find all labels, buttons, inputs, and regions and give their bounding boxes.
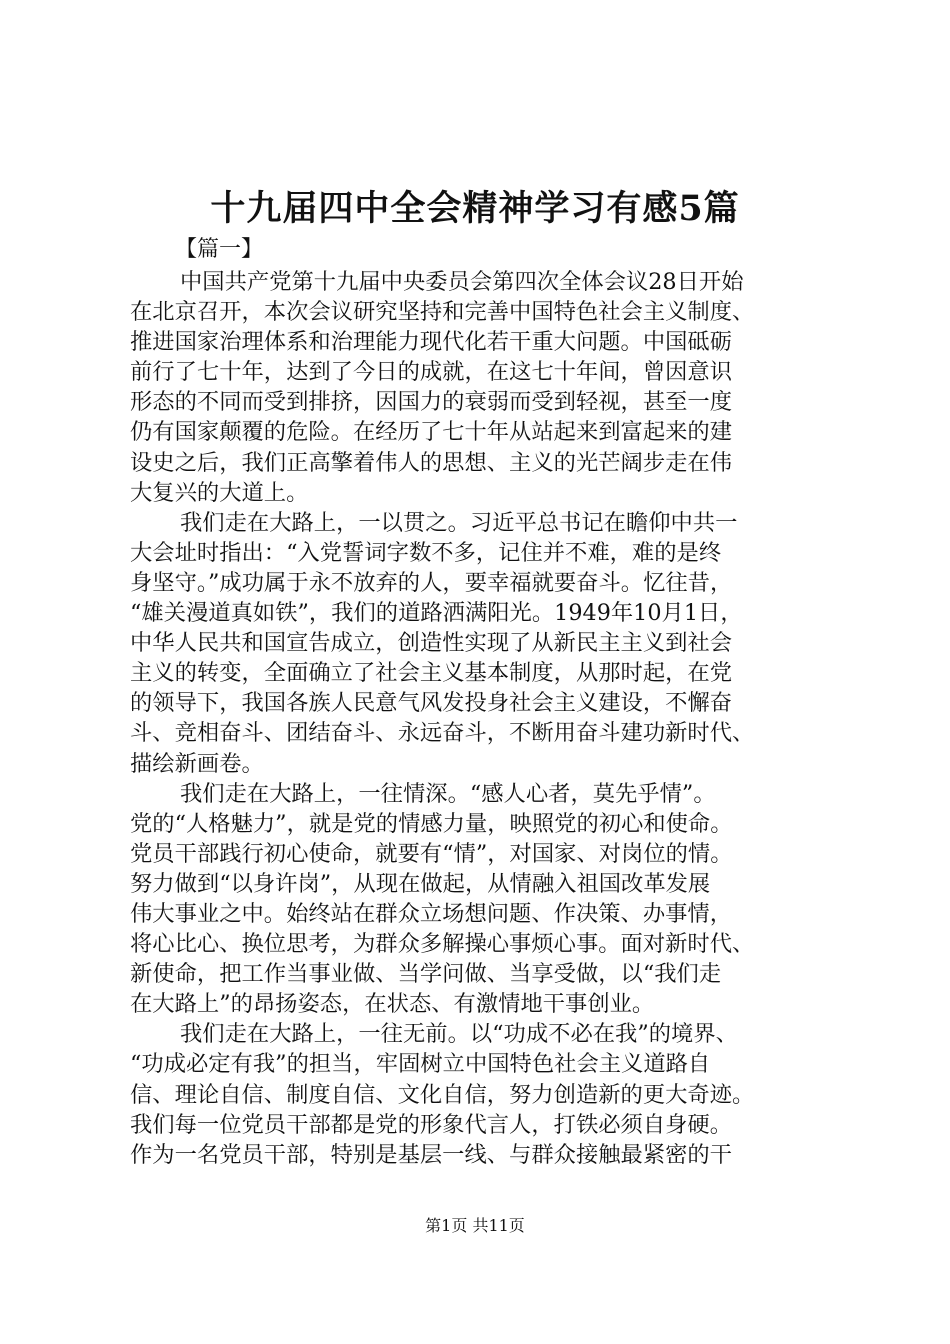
paragraph-line: 形态的不同而受到排挤，因国力的衰弱而受到轻视，甚至一度 [130, 389, 733, 416]
paragraph-line: 党员干部践行初心使命，就要有“情”，对国家、对岗位的情。 [130, 840, 733, 867]
paragraph-line: 伟大事业之中。始终站在群众立场想问题、作决策、办事情， [130, 900, 733, 927]
paragraph-line: 描绘新画卷。 [130, 750, 264, 777]
paragraph-line: 在大路上”的昂扬姿态，在状态、有激情地干事创业。 [130, 991, 655, 1018]
paragraph-line: 信、理论自信、制度自信、文化自信，努力创造新的更大奇迹。 [130, 1081, 755, 1108]
paragraph-line: “功成必定有我”的担当，牢固树立中国特色社会主义道路自 [130, 1051, 711, 1078]
paragraph-line: 的领导下，我国各族人民意气风发投身社会主义建设，不懈奋 [130, 690, 733, 717]
paragraph-line: 中国共产党第十九届中央委员会第四次全体会议28日开始 [180, 269, 744, 295]
paragraph-line: 中华人民共和国宣告成立，创造性实现了从新民主主义到社会 [130, 630, 733, 657]
document-title: 十九届四中全会精神学习有感5篇 [210, 188, 740, 229]
paragraph-line: 将心比心、换位思考，为群众多解操心事烦心事。面对新时代、 [130, 931, 755, 958]
paragraph-line: 大会址时指出：“入党誓词字数不多，记住并不难，难的是终 [130, 539, 722, 566]
page-footer: 第1页 共11页 [425, 1216, 525, 1235]
paragraph-line: 我们走在大路上，一以贯之。习近平总书记在瞻仰中共一 [180, 509, 738, 536]
paragraph-line: “雄关漫道真如铁”，我们的道路洒满阳光。1949年10月1日， [130, 600, 743, 627]
paragraph-line: 我们走在大路上，一往无前。以“功成不必在我”的境界、 [180, 1021, 738, 1048]
paragraph-line: 我们每一位党员干部都是党的形象代言人，打铁必须自身硬。 [130, 1111, 733, 1138]
paragraph-line: 推进国家治理体系和治理能力现代化若干重大问题。中国砥砺 [130, 329, 733, 356]
paragraph-line: 我们走在大路上，一往情深。“感人心者，莫先乎情”。 [180, 780, 716, 807]
paragraph-line: 斗、竞相奋斗、团结奋斗、永远奋斗，不断用奋斗建功新时代、 [130, 720, 755, 747]
paragraph-line: 前行了七十年，达到了今日的成就，在这七十年间，曾因意识 [130, 359, 733, 386]
paragraph-line: 作为一名党员干部，特别是基层一线、与群众接触最紧密的干 [130, 1141, 733, 1168]
section-marker: 【篇一】 [175, 237, 264, 262]
body-text [130, 267, 830, 1170]
paragraph-line: 在北京召开，本次会议研究坚持和完善中国特色社会主义制度、 [130, 299, 755, 326]
paragraph-line: 身坚守。”成功属于永不放弃的人，要幸福就要奋斗。忆往昔， [130, 569, 733, 596]
paragraph-line: 仍有国家颠覆的危险。在经历了七十年从站起来到富起来的建 [130, 419, 733, 446]
paragraph-line: 新使命，把工作当事业做、当学问做、当享受做，以“我们走 [130, 961, 722, 988]
paragraph-line: 大复兴的大道上。 [130, 479, 309, 506]
paragraph-line: 努力做到“以身许岗”，从现在做起，从情融入祖国改革发展 [130, 870, 711, 897]
paragraph-line: 党的“人格魅力”，就是党的情感力量，映照党的初心和使命。 [130, 810, 733, 837]
paragraph-line: 设史之后，我们正高擎着伟人的思想、主义的光芒阔步走在伟 [130, 449, 733, 476]
paragraph-line: 主义的转变，全面确立了社会主义基本制度，从那时起，在党 [130, 660, 733, 687]
